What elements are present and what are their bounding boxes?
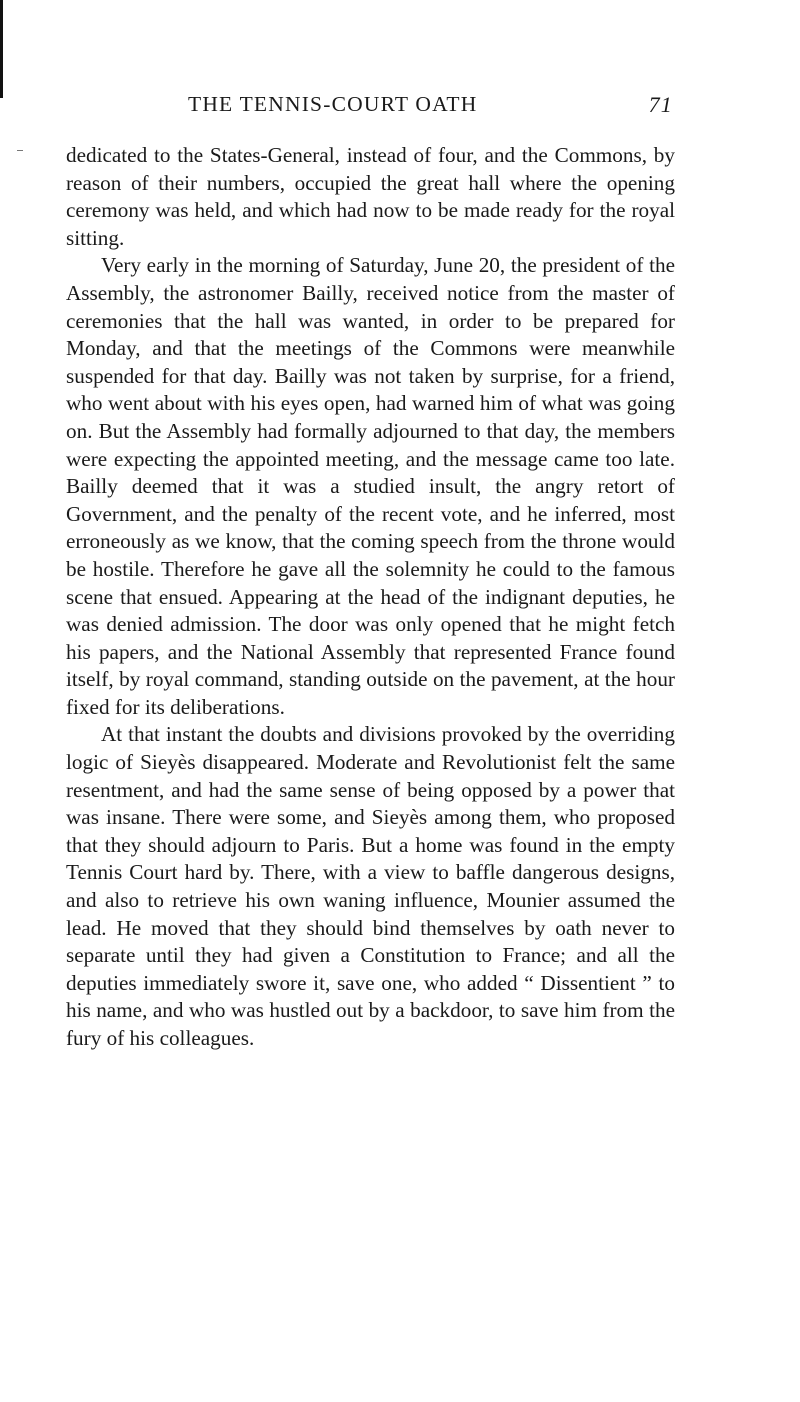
running-title: THE TENNIS-COURT OATH — [188, 92, 478, 116]
book-page — [66, 92, 675, 1053]
body-text — [66, 142, 675, 1053]
running-head — [66, 92, 675, 124]
paragraph-3: At that instant the doubts and divisions provoked by the overriding logic of Sieyès disappeared. Moderate and Revolutionist felt the same resentment, and had the same sense of being opposed by a power that was insane. There were some, and Sieyès among them, who proposed that they should adjourn to Paris. But a home was found in the empty Tennis Court hard by. There, with a view to baffle dangerous designs, and also to retrieve his own waning influence, Mounier assumed the lead. He moved that they should bind themselves by oath never to separate until they had given a Constitution to France; and all the deputies immediately swore it, save one, who added “ Dissentient ” to his name, and who was hustled out by a backdoor, to save him from the fury of his colleagues. — [66, 722, 675, 1050]
page-number: 71 — [648, 92, 673, 117]
paragraph-1: dedicated to the States-General, instead of four, and the Commons, by reason of their numbers, occupied the great hall where the opening ceremony was held, and which had now to be made ready for the royal sitting. — [66, 143, 675, 250]
paragraph-2: Very early in the morning of Saturday, June 20, the president of the Assembly, the astronomer Bailly, received notice from the master of ceremonies that the hall was wanted, in order to be prepared for Monday, and that the meetings of the Commons were meanwhile suspended for that day. Bailly was not taken by surprise, for a friend, who went about with his eyes open, had warned him of what was going on. But the Assembly had formally adjourned to that day, the members were expecting the appointed meeting, and the message came too late. Bailly deemed that it was a studied insult, the angry retort of Government, and the penalty of the recent vote, and he inferred, most erroneously as we know, that the coming speech from the throne would be hostile. Therefore he gave all the solemnity he could to the famous scene that ensued. Appearing at the head of the indignant deputies, he was denied admission. The door was only opened that he might fetch his papers, and the National Assembly that represented France found itself, by royal command, standing outside on the pavement, at the hour fixed for its deliberations. — [66, 253, 675, 719]
margin-mark — [17, 150, 23, 151]
scan-edge-bar — [0, 0, 3, 98]
